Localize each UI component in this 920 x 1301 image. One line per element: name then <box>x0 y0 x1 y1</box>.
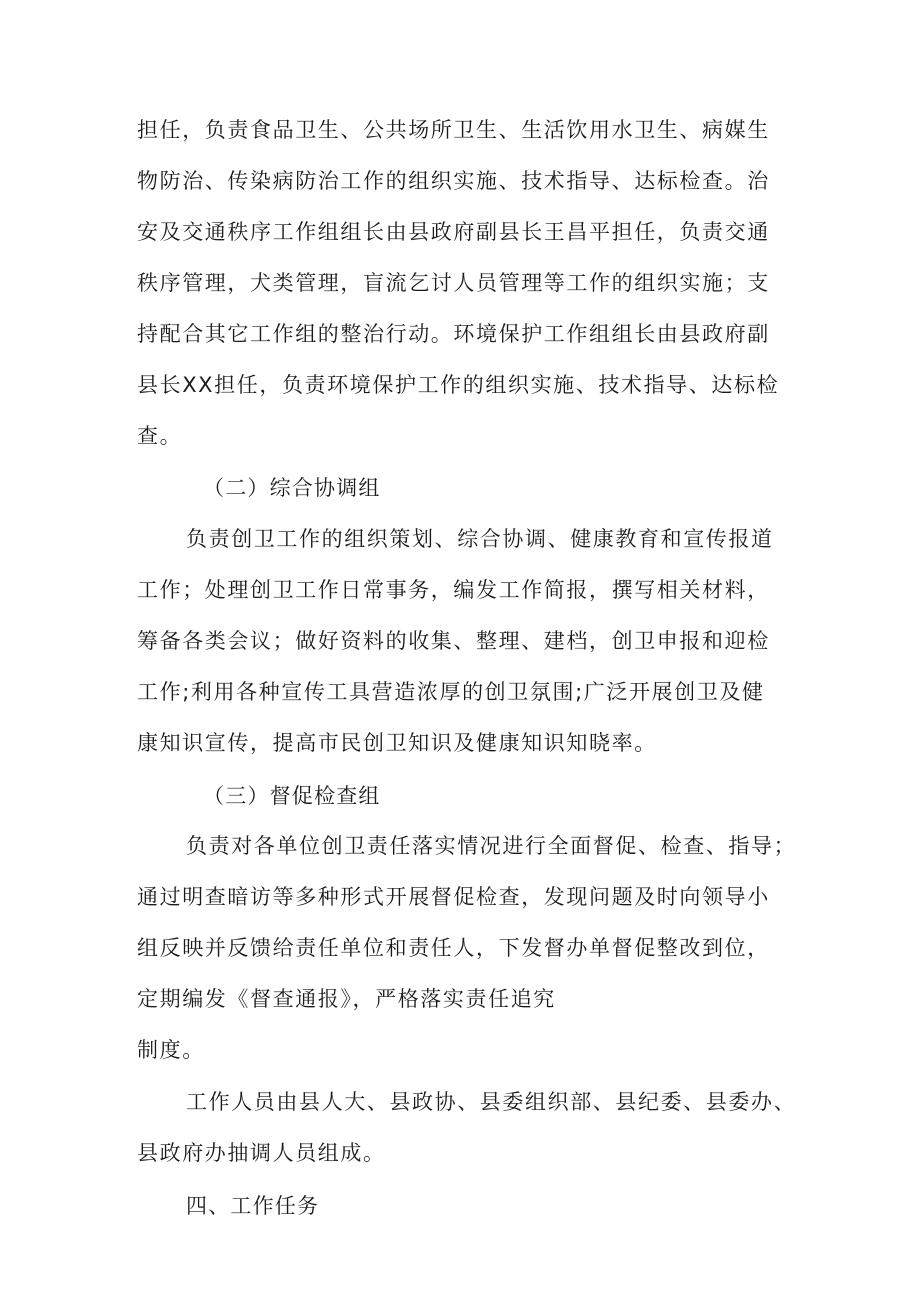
paragraph-line: 担任，负责食品卫生、公共场所卫生、生活饮用水卫生、病媒生 <box>137 118 770 142</box>
paragraph-line: 物防治、传染病防治工作的组织实施、技术指导、达标检查。治 <box>137 169 770 193</box>
paragraph-line: 组反映并反馈给责任单位和责任人，下发督办单督促整改到位， <box>137 936 770 960</box>
paragraph-line: 定期编发《督查通报》，严格落实责任追究 <box>137 987 556 1011</box>
paragraph-line: 持配合其它工作组的整治行动。环境保护工作组组长由县政府副 <box>137 322 770 346</box>
paragraph-line: 查。 <box>137 424 183 448</box>
section-heading-supervision: （三）督促检查组 <box>203 784 381 808</box>
section-heading-tasks: 四、工作任务 <box>186 1194 320 1218</box>
paragraph-line: 工作人员由县人大、县政协、县委组织部、县纪委、县委办、 <box>186 1090 797 1114</box>
paragraph-line: 通过明查暗访等多种形式开展督促检查，发现问题及时向领导小 <box>137 885 770 909</box>
paragraph-line: 负责对各单位创卫责任落实情况进行全面督促、检查、指导； <box>186 834 797 858</box>
paragraph-line: 康知识宣传，提高市民创卫知识及健康知识知晓率。 <box>137 731 657 755</box>
paragraph-line: 负责创卫工作的组织策划、综合协调、健康教育和宣传报道 <box>186 527 774 551</box>
paragraph-line: 筹备各类会议；做好资料的收集、整理、建档，创卫申报和迎检 <box>137 629 770 653</box>
paragraph-line: 县政府办抽调人员组成。 <box>137 1141 386 1165</box>
paragraph-line: 工作;利用各种宣传工具营造浓厚的创卫氛围;广泛开展创卫及健 <box>137 680 765 704</box>
paragraph-line: 工作；处理创卫工作日常事务，编发工作简报，撰写相关材料， <box>137 578 770 602</box>
paragraph-line: 秩序管理，犬类管理，盲流乞讨人员管理等工作的组织实施；支 <box>137 271 770 295</box>
paragraph-line: 安及交通秩序工作组组长由县政府副县长王昌平担任，负责交通 <box>137 220 770 244</box>
paragraph-line: 制度。 <box>137 1038 205 1062</box>
paragraph-line: 县长XX担任，负责环境保护工作的组织实施、技术指导、达标检 <box>137 373 780 397</box>
section-heading-coordination: （二）综合协调组 <box>203 476 381 500</box>
